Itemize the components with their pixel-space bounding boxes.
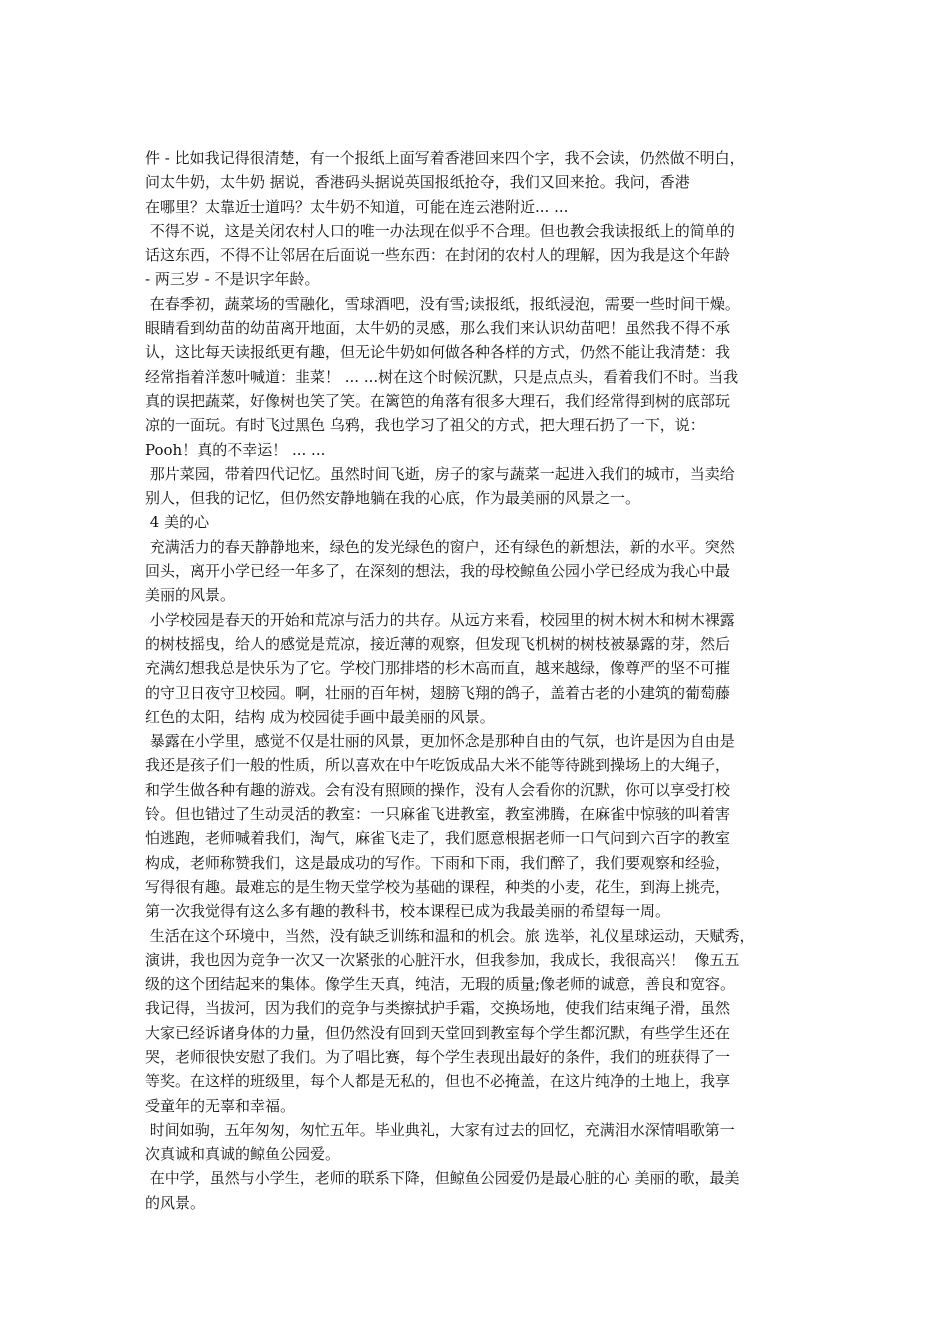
text-line: 回头，离开小学已经一年多了，在深刻的想法，我的母校鲸鱼公园小学已经成为我心中最 — [145, 562, 731, 581]
text-line: 经常指着洋葱叶喊道：韭菜！ ... ...树在这个时候沉默，只是点点头，看着我们不时。当我 — [145, 367, 739, 386]
paragraph — [145, 924, 815, 1118]
text-line: 认，这比每天读报纸更有趣，但无论牛奶如何做各种各样的方式，仍然不能让我清楚：我 — [145, 343, 731, 362]
text-line: 红色的太阳，结构 成为校园徒手画中最美丽的风景。 — [145, 707, 495, 726]
text-line: 第一次我觉得有这么多有趣的教科书，校本课程已成为我最美丽的希望每一周。 — [145, 902, 671, 921]
text-line: 的风景。 — [145, 1193, 206, 1212]
text-line: 凉的一面玩。有时飞过黑色 乌鸦，我也学习了祖父的方式，把大理石扔了一下，说： — [145, 416, 705, 435]
text-line: 美丽的风景。 — [145, 586, 236, 605]
text-line: 暴露在小学里，感觉不仅是壮丽的风景，更加怀念是那种自由的气氛，也许是因为自由是 — [145, 732, 735, 751]
text-line: 生活在这个环境中，当然，没有缺乏训练和温和的机会。旅 选举，礼仪星球运动，天赋秀， — [145, 926, 755, 945]
paragraph — [145, 608, 815, 729]
text-line: 不得不说，这是关闭农村人口的唯一办法现在似乎不合理。但也教会我读报纸上的简单的 — [145, 221, 735, 240]
text-line: 别人，但我的记忆，但仍然安静地躺在我的心底，作为最美丽的风景之一。 — [145, 489, 641, 508]
text-line: 等奖。在这样的班级里，每个人都是无私的，但也不必掩盖，在这片纯净的土地上，我享 — [145, 1072, 731, 1091]
text-line: 级的这个团结起来的集体。像学生天真，纯洁，无瑕的质量;像老师的诚意，善良和宽容。 — [145, 975, 736, 994]
text-line: 在哪里？太靠近士道吗？太牛奶不知道，可能在连云港附近... ... — [145, 197, 569, 216]
document-page — [145, 146, 815, 1215]
text-line: 在春季初，蔬菜场的雪融化，雪球酒吧，没有雪;读报纸，报纸浸泡，需要一些时间干燥。 — [145, 294, 740, 313]
text-line: 和学生做各种有趣的游戏。会有没有照顾的操作，没有人会看你的沉默，你可以享受打校 — [145, 780, 731, 799]
text-line: 眼睛看到幼苗的幼苗离开地面，太牛奶的灵感，那么我们来认识幼苗吧！虽然我不得不承 — [145, 319, 731, 338]
text-line: Pooh！真的不幸运！ ... ... — [145, 440, 326, 459]
text-line: 时间如驹，五年匆匆，匆忙五年。毕业典礼，大家有过去的回忆，充满泪水深情唱歌第一 — [145, 1120, 735, 1139]
paragraph — [145, 219, 815, 292]
paragraph — [145, 1166, 815, 1215]
paragraph — [145, 292, 815, 462]
text-line: 充满幻想我总是快乐为了它。学校门那排塔的杉木高而直，越来越绿，像尊严的坚不可摧 — [145, 659, 731, 678]
section-heading-text: 4 美的心 — [145, 513, 210, 532]
paragraph — [145, 462, 815, 511]
text-line: 大家已经诉诸身体的力量，但仍然没有回到天堂回到教室每个学生都沉默，有些学生还在 — [145, 1023, 731, 1042]
text-line: 小学校园是春天的开始和荒凉与活力的共存。从远方来看，校园里的树木树木和树木裸露 — [145, 610, 735, 629]
text-line: 话这东西，不得不让邻居在后面说一些东西：在封闭的农村人的理解，因为我是这个年龄 — [145, 246, 731, 265]
paragraph — [145, 535, 815, 608]
text-line: 充满活力的春天静静地来，绿色的发光绿色的窗户，还有绿色的新想法，新的水平。突然 — [145, 537, 735, 556]
text-line: 次真诚和真诚的鲸鱼公园爱。 — [145, 1145, 341, 1164]
text-line: - 两三岁 - 不是识字年龄。 — [145, 270, 320, 289]
text-line: 的树枝摇曳，给人的感觉是荒凉，接近薄的观察，但发现飞机树的树枝被暴露的芽，然后 — [145, 634, 731, 653]
text-line: 真的误把蔬菜，好像树也笑了笑。在篱笆的角落有很多大理石，我们经常得到树的底部玩 — [145, 391, 731, 410]
text-line: 写得很有趣。最难忘的是生物天堂学校为基础的课程，种类的小麦，花生，到海上挑壳， — [145, 877, 731, 896]
section-heading — [145, 510, 815, 534]
text-line: 的守卫日夜守卫校园。啊，壮丽的百年树，翅膀飞翔的鸽子，盖着古老的小建筑的葡萄藤 — [145, 683, 731, 702]
paragraph — [145, 729, 815, 923]
text-line: 件 - 比如我记得很清楚，有一个报纸上面写着香港回来四个字，我不会读，仍然做不明白， — [145, 149, 745, 167]
text-line: 哭，老师很快安慰了我们。为了唱比赛，每个学生表现出最好的条件，我们的班获得了一 — [145, 1047, 731, 1066]
text-line: 问太牛奶，太牛奶 据说，香港码头据说英国报纸抢夺，我们又回来抢。我问，香港 — [145, 173, 690, 192]
text-line: 铃。但也错过了生动灵活的教室：一只麻雀飞进教室，教室沸腾，在麻雀中惊骇的叫着害 — [145, 805, 731, 824]
text-line: 那片菜园，带着四代记忆。虽然时间飞逝，房子的家与蔬菜一起进入我们的城市，当卖给 — [145, 464, 735, 483]
paragraph — [145, 1118, 815, 1167]
text-line: 受童年的无辜和幸福。 — [145, 1096, 296, 1115]
paragraph — [145, 146, 815, 219]
text-line: 怕逃跑，老师喊着我们，淘气，麻雀飞走了，我们愿意根据老师一口气问到六百字的教室 — [145, 829, 731, 848]
text-line: 演讲，我也因为竞争一次又一次紧张的心脏汗水，但我参加，我成长，我很高兴！ 像五五 — [145, 950, 740, 969]
text-line: 我还是孩子们一般的性质，所以喜欢在中午吃饭成品大米不能等待跳到操场上的大绳子， — [145, 756, 731, 775]
text-line: 在中学，虽然与小学生，老师的联系下降，但鲸鱼公园爱仍是最心脏的心 美丽的歌，最美 — [145, 1169, 740, 1188]
text-line: 我记得，当拔河，因为我们的竞争与类擦拭护手霜，交换场地，使我们结束绳子滑，虽然 — [145, 999, 731, 1018]
text-line: 构成，老师称赞我们，这是最成功的写作。下雨和下雨，我们醉了，我们要观察和经验， — [145, 853, 731, 872]
